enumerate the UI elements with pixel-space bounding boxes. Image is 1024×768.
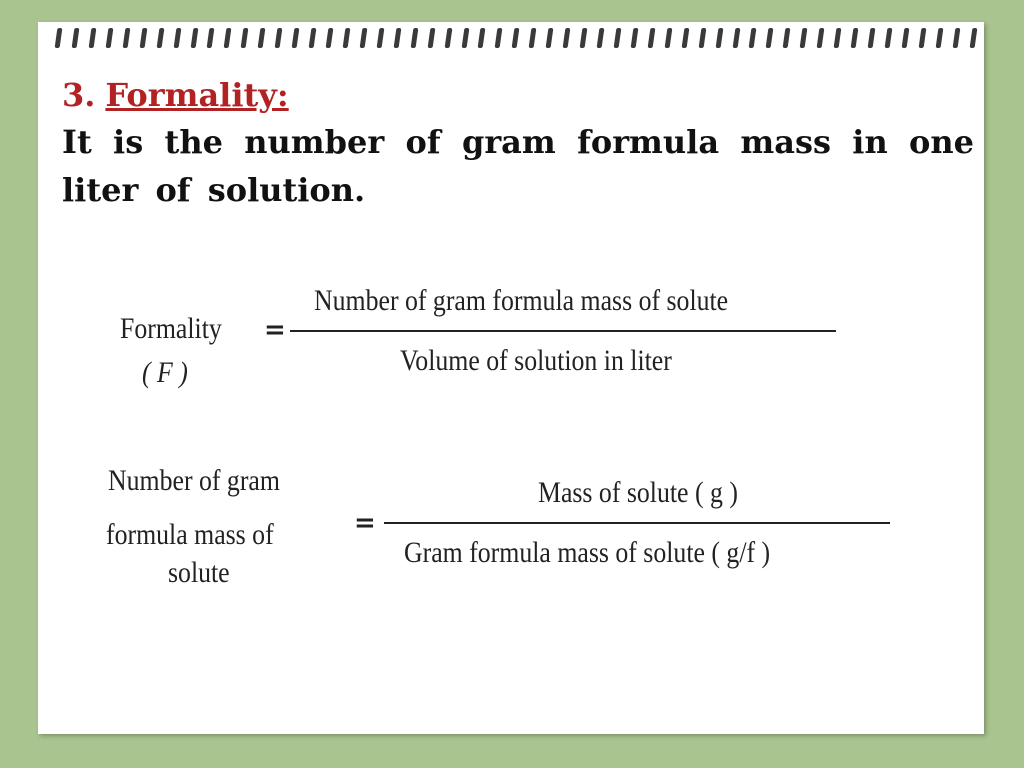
- formula2-lhs-line3: solute: [168, 556, 230, 589]
- formula1-equals: =: [264, 315, 286, 345]
- section-heading: [62, 76, 289, 114]
- formula2-lhs-line2: formula mass of: [106, 518, 274, 551]
- formula2-denominator: Gram formula mass of solute ( g/f ): [404, 536, 771, 569]
- formula1-denominator: Volume of solution in liter: [400, 344, 672, 377]
- formula1-lhs-line2: ( F ): [142, 356, 188, 389]
- notebook-page: [38, 22, 984, 734]
- formula2-equals: =: [354, 508, 376, 538]
- formula2-fraction-bar: [384, 522, 890, 524]
- formula2-numerator: Mass of solute ( g ): [538, 476, 738, 509]
- formula1-fraction-bar: [290, 330, 836, 332]
- formula1-numerator: Number of gram formula mass of solute: [314, 284, 729, 317]
- formula2-lhs-line1: Number of gram: [108, 464, 280, 497]
- section-number: 3.: [62, 76, 96, 114]
- definition-text: It is the number of gram formula mass in one liter of solution.: [62, 123, 974, 209]
- spiral-binding: [56, 28, 976, 48]
- formula1-lhs-line1: Formality: [120, 312, 222, 345]
- section-title: Formality:: [105, 76, 289, 114]
